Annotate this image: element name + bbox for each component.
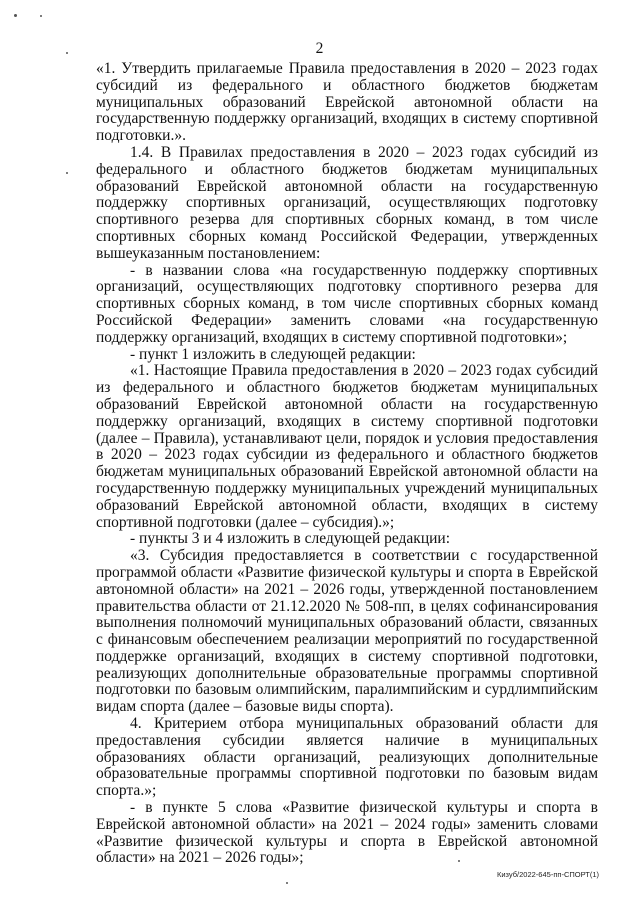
page-number: 2 [315,40,324,57]
scan-speck [14,14,17,17]
paragraph-item-5-change: - в пункте 5 слова «Развитие физической культуры и спорта в Еврейской автономной области» на 2021 – 2024 годы» заменить словами «Развитие физической культуры и спорта в Еврейской автономной области» на 2021 – 2026 годы»; [96,799,598,867]
paragraph-items-3-4-intro: - пункты 3 и 4 изложить в следующей редакции: [130,530,451,548]
scan-speck [40,15,42,17]
document-code: Кизуб/2022-645-пп-СПОРТ(1) [497,870,599,879]
paragraph-item-4: 4. Критерием отбора муниципальных образований области для предоставления субсидии является наличие в муниципальных образованиях области организаций, реализующих дополнительные образовательные программы спортивной подготовки по базовым видам спорта.»; [96,715,598,800]
paragraph-item-3: «3. Субсидия предоставляется в соответствии с государственной программой области «Развитие физической культуры и спорта в Еврейской автономной области» на 2021 – 2026 годы, утвержденной постановлением правительства области от 21.12.2020 № 508-пп, в целях софинансирования выполнения полномочий муниципальных образований области, связанных с финансовым обеспечением реализации мероприятий по государственной поддержке организаций, входящих в систему спортивной подготовки, реализующих дополнительные образовательные программы спортивной подготовки по базовым олимпийским, паралимпийским и сурдлимпийским видам спорта (далее – базовые виды спорта). [96,547,598,716]
paragraph-item-1: «1. Настоящие Правила предоставления в 2020 – 2023 годах субсидий из федерального и областного бюджетов бюджетам муниципальных образований Еврейской автономной области на государственную поддержку организаций, входящих в систему спортивной подготовки (далее – Правила), устанавливают цели, порядок и условия предоставления в 2020 – 2023 годах субсидии из федерального и областного бюджетов бюджетам муниципальных образований Еврейской автономной области на государственную поддержку муниципальных учреждений муниципальных образований Еврейской автономной области, входящих в систему спортивной подготовки (далее – субсидия).»; [96,362,598,531]
paragraph-approve-rules: «1. Утвердить прилагаемые Правила предоставления в 2020 – 2023 годах субсидий из федерального и областного бюджетов бюджетам муниципальных образований Еврейской автономной области на государственную поддержку организаций, входящих в систему спортивной подготовки.». [96,60,598,145]
paragraph-item-1-intro: - пункт 1 изложить в следующей редакции: [130,345,416,363]
document-body [96,61,598,867]
scan-speck [286,882,288,884]
scan-speck [66,172,68,174]
paragraph-1-4: 1.4. В Правилах предоставления в 2020 – 2023 годах субсидий из федерального и областного бюджетов бюджетам муниципальных образований Еврейской автономной области на государственную поддержку спортивных организаций, осуществляющих подготовку спортивного резерва для спортивных сборных команд, в том числе спортивных сборных команд Российской Федерации, утвержденных вышеуказанным постановлением: [96,143,598,262]
paragraph-title-change: - в названии слова «на государственную поддержку спортивных организаций, осуществляющих подготовку спортивного резерва для спортивных сборных команд, в том числе спортивных сборных команд Российской Федерации» заменить словами «на государственную поддержку организаций, входящих в систему спортивной подготовки»; [96,261,598,346]
